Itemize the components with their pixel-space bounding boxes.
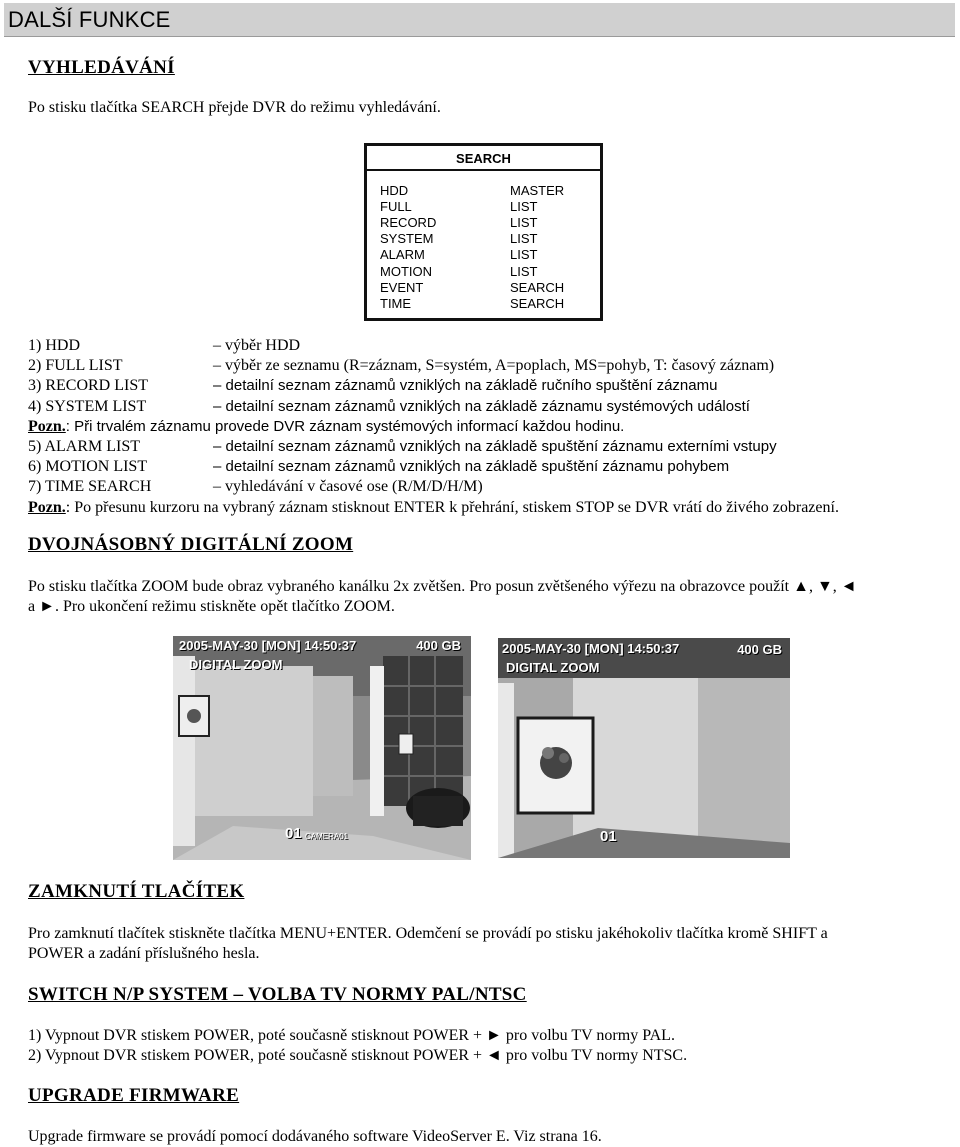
note-text: : Při trvalém záznamu provede DVR záznam systémových informací každou hodinu.: [65, 417, 625, 435]
search-menu-item: EVENT: [380, 279, 424, 295]
list-item-desc: – výběr HDD: [213, 337, 301, 354]
list-item-label: 6) MOTION LIST: [28, 458, 148, 476]
lock-text-line2: POWER a zadání příslušného hesla.: [28, 945, 260, 962]
upgrade-text: Upgrade firmware se provádí pomocí dodávaného software VideoServer E. Viz strana 16.: [28, 1128, 602, 1145]
osd-mode: DIGITAL ZOOM: [506, 660, 600, 675]
page-header: [4, 3, 955, 37]
osd-channel: 01: [285, 825, 302, 842]
osd-capacity: 400 GB: [737, 642, 782, 657]
switch-heading: SWITCH N/P SYSTEM – VOLBA TV NORMY PAL/NTSC: [28, 984, 527, 1005]
search-menu-item: ALARM: [380, 247, 425, 263]
switch-text-line2: 2) Vypnout DVR stiskem POWER, poté současně stisknout POWER + ◄ pro volbu TV normy NTSC.: [28, 1047, 688, 1064]
list-item: [28, 477, 839, 497]
osd-capacity: 400 GB: [416, 638, 461, 653]
list-item: [28, 356, 839, 376]
zoom-screenshot-normal: [173, 636, 471, 860]
list-item-label: 1) HDD: [28, 337, 80, 354]
zoom-heading: DVOJNÁSOBNÝ DIGITÁLNÍ ZOOM: [28, 534, 354, 555]
osd-camera-name: CAMERA01: [305, 832, 349, 841]
list-item-desc: – detailní seznam záznamů vzniklých na základě ručního spuštění záznamu: [213, 377, 718, 395]
osd-mode: DIGITAL ZOOM: [189, 657, 283, 672]
list-item: [28, 336, 839, 356]
list-item-label: 5) ALARM LIST: [28, 438, 140, 456]
zoom-text-line1: Po stisku tlačítka ZOOM bude obraz vybraného kanálku 2x zvětšen. Pro posun zvětšeného výřezu na obrazovce použít ▲, ▼, ◄: [28, 578, 857, 595]
search-intro: Po stisku tlačítka SEARCH přejde DVR do režimu vyhledávání.: [28, 99, 441, 116]
search-menu-item-type: SEARCH: [510, 279, 565, 295]
list-item: [28, 376, 839, 396]
osd-channel: 01: [600, 828, 617, 845]
search-menu-item-type: LIST: [510, 231, 538, 247]
search-menu-item-type: LIST: [510, 199, 538, 215]
search-menu-item-type: LIST: [510, 215, 538, 231]
search-menu-title: SEARCH: [367, 148, 600, 171]
search-menu-item: SYSTEM: [380, 231, 434, 247]
list-item: [28, 397, 839, 417]
list-item-desc: – vyhledávání v časové ose (R/M/D/H/M): [213, 478, 483, 496]
zoom-text-line2: a ►. Pro ukončení režimu stiskněte opět tlačítko ZOOM.: [28, 598, 395, 615]
note-text: : Po přesunu kurzoru na vybraný záznam stisknout ENTER k přehrání, stiskem STOP se DVR vrátí do živého zobrazení.: [65, 498, 839, 516]
lock-heading: ZAMKNUTÍ TLAČÍTEK: [28, 881, 245, 902]
list-item-desc: – výběr ze seznamu (R=záznam, S=systém, A=poplach, MS=pohyb, T: časový záznam): [213, 357, 775, 375]
switch-text-line1: 1) Vypnout DVR stiskem POWER, poté současně stisknout POWER + ► pro volbu TV normy PAL.: [28, 1027, 675, 1044]
search-options-list: [28, 336, 839, 518]
search-menu-item: TIME: [380, 295, 412, 311]
list-item-desc: – detailní seznam záznamů vzniklých na základě spuštění záznamu externími vstupy: [213, 438, 777, 456]
list-item-label: 2) FULL LIST: [28, 357, 123, 375]
page-title: DALŠÍ FUNKCE: [8, 7, 171, 32]
search-menu-item: MOTION: [380, 263, 432, 279]
note-label: Pozn.: [28, 417, 66, 435]
search-menu-item-type: LIST: [510, 263, 538, 279]
list-item-label: 7) TIME SEARCH: [28, 478, 152, 496]
search-menu-item: FULL: [380, 199, 412, 215]
search-menu-item: RECORD: [380, 215, 437, 231]
list-item-label: 3) RECORD LIST: [28, 377, 148, 395]
upgrade-heading: UPGRADE FIRMWARE: [28, 1085, 240, 1106]
search-menu-item: HDD: [380, 183, 409, 198]
search-menu-item-type: MASTER: [510, 183, 565, 198]
list-item-desc: – detailní seznam záznamů vzniklých na základě záznamu systémových událostí: [213, 397, 750, 415]
osd-datetime: 2005-MAY-30 [MON] 14:50:37: [179, 638, 357, 653]
search-heading: VYHLEDÁVÁNÍ: [28, 57, 175, 78]
list-item: [28, 437, 839, 457]
search-menu-item-type: SEARCH: [510, 295, 565, 311]
note-playback: [28, 498, 839, 518]
zoom-screenshot-zoomed: [498, 638, 790, 858]
list-item-desc: – detailní seznam záznamů vzniklých na základě spuštění záznamu pohybem: [213, 458, 730, 476]
note-label: Pozn.: [28, 498, 66, 516]
list-item-label: 4) SYSTEM LIST: [28, 397, 147, 415]
list-item: [28, 457, 839, 477]
search-menu-item-type: LIST: [510, 247, 538, 263]
search-menu-screenshot: [364, 143, 603, 321]
osd-datetime: 2005-MAY-30 [MON] 14:50:37: [502, 641, 680, 656]
note-hourly-record: [28, 417, 839, 437]
lock-text-line1: Pro zamknutí tlačítek stiskněte tlačítka MENU+ENTER. Odemčení se provádí po stisku jakéhokoliv tlačítka kromě SHIFT a: [28, 925, 828, 942]
